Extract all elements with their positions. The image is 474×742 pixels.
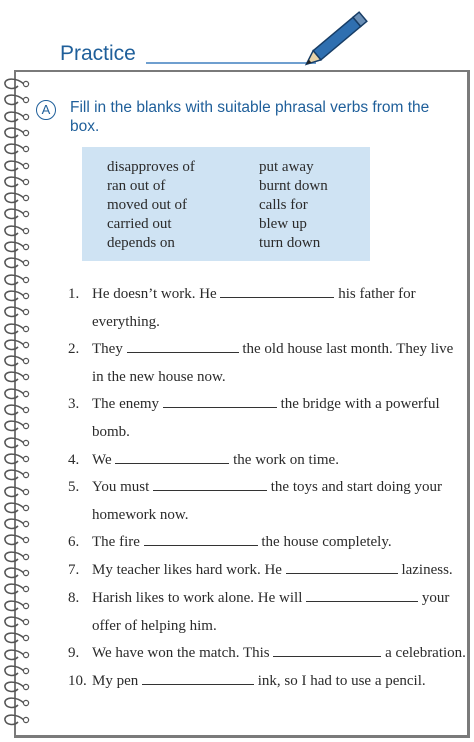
question-number: 2. <box>68 341 80 357</box>
spiral-ring <box>2 598 32 614</box>
page-title: Practice <box>60 42 136 65</box>
spiral-ring <box>2 141 32 157</box>
question-number: 5. <box>68 479 80 495</box>
question-item <box>68 335 453 363</box>
question-item <box>68 667 426 695</box>
question-text: They <box>92 341 123 357</box>
answer-blank[interactable] <box>144 533 258 546</box>
spiral-ring <box>2 451 32 467</box>
spiral-ring <box>2 109 32 125</box>
question-number: 1. <box>68 286 80 302</box>
question-item <box>68 390 440 418</box>
spiral-ring <box>2 239 32 255</box>
question-number: 8. <box>68 590 80 606</box>
question-text: the toys and start doing your <box>270 479 442 495</box>
section-badge: A <box>36 100 56 120</box>
question-text: laziness. <box>401 562 453 578</box>
spiral-ring <box>2 565 32 581</box>
question-continuation: everything. <box>92 314 160 330</box>
word-box <box>82 147 370 261</box>
spiral-ring <box>2 206 32 222</box>
question-text: ink, so I had to use a pencil. <box>257 673 426 689</box>
question-text: the house completely. <box>261 534 392 550</box>
question-text: the bridge with a powerful <box>280 396 440 412</box>
question-text: a celebration. <box>385 645 466 661</box>
spiral-ring <box>2 695 32 711</box>
spiral-ring <box>2 304 32 320</box>
spiral-ring <box>2 369 32 385</box>
question-number: 10. <box>68 673 87 689</box>
spiral-ring <box>2 663 32 679</box>
spiral-ring <box>2 435 32 451</box>
answer-blank[interactable] <box>163 395 277 408</box>
question-text: the work on time. <box>233 452 339 468</box>
spiral-ring <box>2 712 32 728</box>
word-option: blew up <box>259 216 307 232</box>
spiral-ring <box>2 614 32 630</box>
word-option: moved out of <box>107 197 187 213</box>
answer-blank[interactable] <box>273 644 381 657</box>
question-item <box>68 446 339 474</box>
spiral-ring <box>2 484 32 500</box>
answer-blank[interactable] <box>142 672 254 685</box>
question-text: The fire <box>92 534 140 550</box>
answer-blank[interactable] <box>306 589 418 602</box>
word-option: turn down <box>259 235 321 251</box>
question-text: My pen <box>92 673 139 689</box>
spiral-ring <box>2 92 32 108</box>
answer-blank[interactable] <box>127 340 239 353</box>
spiral-ring <box>2 402 32 418</box>
question-item <box>68 473 442 501</box>
question-text: his father for <box>338 286 416 302</box>
answer-blank[interactable] <box>115 451 229 464</box>
question-text: He doesn’t work. He <box>92 286 217 302</box>
spiral-ring <box>2 500 32 516</box>
question-item <box>68 528 392 556</box>
word-option: put away <box>259 159 314 175</box>
answer-blank[interactable] <box>286 561 398 574</box>
spiral-ring <box>2 549 32 565</box>
word-option: disapproves of <box>107 159 195 175</box>
instruction-text: Fill in the blanks with suitable phrasal verbs from the box. <box>70 99 430 135</box>
question-number: 4. <box>68 452 80 468</box>
spiral-ring <box>2 76 32 92</box>
word-option: burnt down <box>259 178 328 194</box>
spiral-ring <box>2 337 32 353</box>
question-text: We have won the match. This <box>92 645 270 661</box>
question-number: 9. <box>68 645 80 661</box>
word-option: ran out of <box>107 178 166 194</box>
spiral-ring <box>2 581 32 597</box>
spiral-ring <box>2 125 32 141</box>
question-number: 3. <box>68 396 80 412</box>
spiral-ring <box>2 353 32 369</box>
spiral-ring <box>2 532 32 548</box>
question-number: 6. <box>68 534 80 550</box>
question-continuation: in the new house now. <box>92 369 226 385</box>
word-option: carried out <box>107 216 172 232</box>
title-underline <box>146 62 316 64</box>
word-option: calls for <box>259 197 308 213</box>
spiral-binding <box>2 72 32 736</box>
spiral-ring <box>2 647 32 663</box>
question-number: 7. <box>68 562 80 578</box>
spiral-ring <box>2 516 32 532</box>
question-continuation: homework now. <box>92 507 189 523</box>
spiral-ring <box>2 630 32 646</box>
question-continuation: bomb. <box>92 424 130 440</box>
spiral-ring <box>2 272 32 288</box>
spiral-ring <box>2 255 32 271</box>
question-text: your <box>421 590 450 606</box>
spiral-ring <box>2 174 32 190</box>
spiral-ring <box>2 679 32 695</box>
spiral-ring <box>2 321 32 337</box>
question-item <box>68 556 453 584</box>
spiral-ring <box>2 386 32 402</box>
question-text: You must <box>92 479 150 495</box>
question-continuation: offer of helping him. <box>92 618 217 634</box>
spiral-ring <box>2 190 32 206</box>
spiral-ring <box>2 223 32 239</box>
spiral-ring <box>2 418 32 434</box>
question-text: the old house last month. They live <box>242 341 454 357</box>
answer-blank[interactable] <box>220 285 334 298</box>
question-text: Harish likes to work alone. He will <box>92 590 303 606</box>
answer-blank[interactable] <box>153 478 267 491</box>
spiral-ring <box>2 288 32 304</box>
word-option: depends on <box>107 235 175 251</box>
question-text: We <box>92 452 112 468</box>
question-item <box>68 584 449 612</box>
question-text: The enemy <box>92 396 160 412</box>
question-text: My teacher likes hard work. He <box>92 562 282 578</box>
question-item <box>68 280 416 308</box>
spiral-ring <box>2 158 32 174</box>
spiral-ring <box>2 467 32 483</box>
pencil-icon <box>300 0 380 72</box>
question-item <box>68 639 466 667</box>
